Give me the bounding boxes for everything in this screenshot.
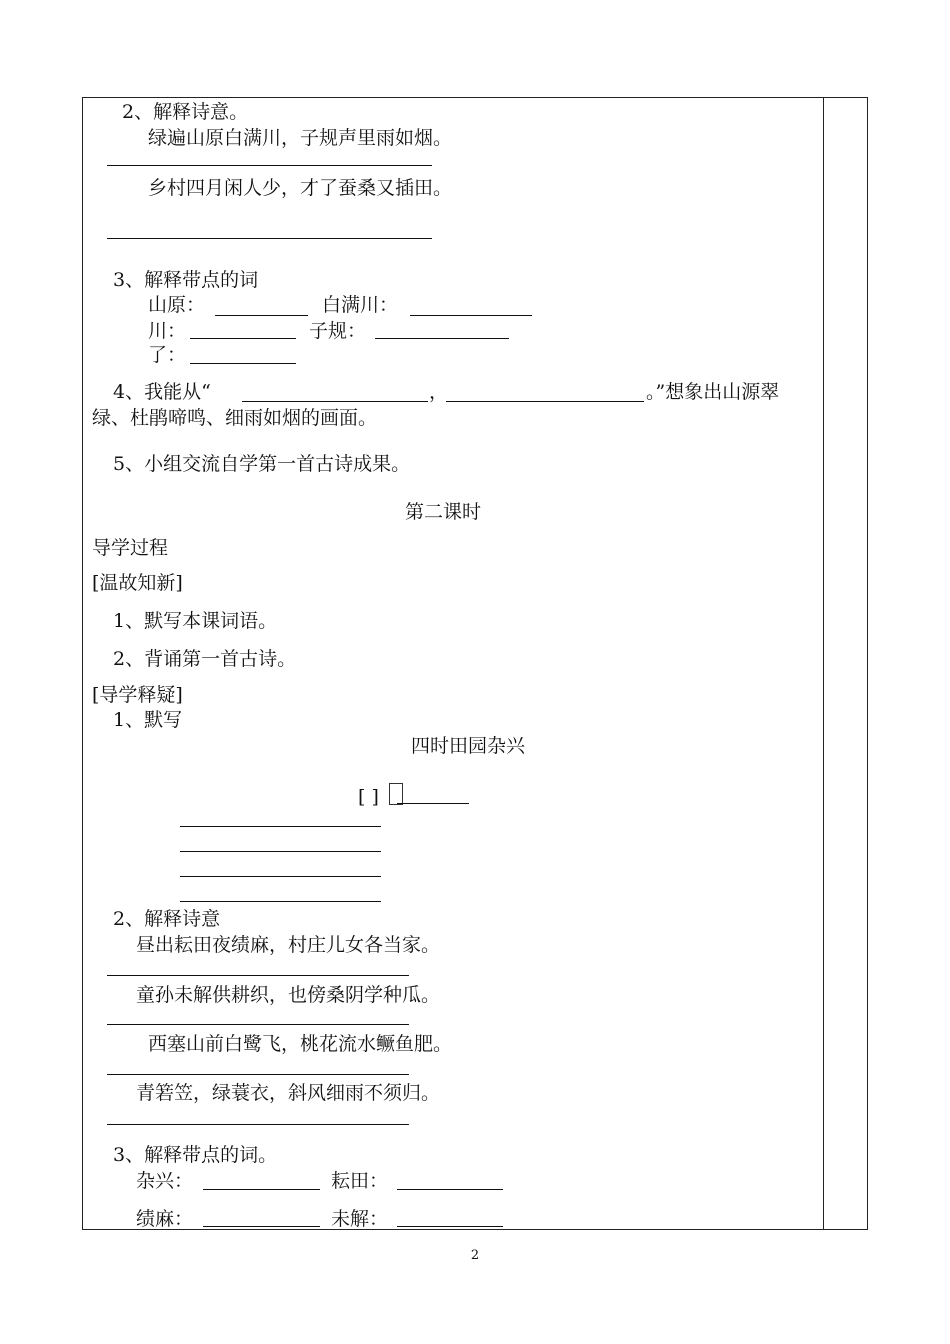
q2-poem-line1: 绿遍山原白满川，子规声里雨如烟。 [148, 127, 453, 149]
q5: 5、小组交流自学第一首古诗成果。 [113, 453, 411, 475]
answer-blank[interactable] [242, 401, 428, 402]
word-zaxing: 杂兴： [136, 1170, 194, 1192]
guide-heading: [导学释疑] [92, 684, 183, 706]
answer-blank[interactable] [190, 363, 296, 364]
word-jima: 绩麻： [136, 1208, 194, 1230]
table-column-divider [823, 97, 824, 1230]
answer-line[interactable] [107, 1024, 409, 1025]
answer-blank[interactable] [446, 401, 644, 402]
q4-line2: 绿、杜鹃啼鸣、细雨如烟的画面。 [92, 407, 378, 429]
poem-title: 四时田园杂兴 [411, 735, 526, 757]
q4-comma: ， [429, 381, 449, 403]
answer-blank[interactable] [215, 315, 308, 316]
word-shanyuan: 山原： [148, 294, 206, 316]
answer-blank[interactable] [203, 1226, 320, 1227]
poem-write-line[interactable] [180, 826, 381, 827]
word-yuntian: 耘田： [331, 1170, 389, 1192]
guide-item-3: 3、解释带点的词。 [113, 1144, 278, 1166]
answer-blank[interactable] [190, 338, 296, 339]
answer-line[interactable] [107, 238, 432, 239]
guide-item-2: 2、解释诗意 [113, 908, 221, 930]
answer-blank[interactable] [203, 1189, 320, 1190]
word-baimanchuan: 白满川： [322, 294, 399, 316]
q4-end: 。”想象出山源翠 [646, 381, 780, 403]
review-heading: [温故知新] [92, 572, 183, 594]
author-blank[interactable] [397, 803, 469, 804]
answer-line[interactable] [107, 975, 409, 976]
poem-line-3: 西塞山前白鹭飞，桃花流水鳜鱼肥。 [148, 1033, 453, 1055]
answer-blank[interactable] [375, 338, 509, 339]
poem-write-line[interactable] [180, 901, 381, 902]
poem-write-line[interactable] [180, 851, 381, 852]
word-zigui: 子规： [309, 320, 367, 342]
answer-blank[interactable] [397, 1189, 503, 1190]
answer-line[interactable] [107, 1074, 409, 1075]
word-weijie: 未解： [331, 1208, 389, 1230]
q3-title: 3、解释带点的词 [113, 269, 259, 291]
guide-item-1: 1、默写 [113, 709, 183, 731]
review-item-1: 1、默写本课词语。 [113, 610, 278, 632]
author-bracket: [ ] [358, 786, 379, 808]
poem-line-2: 童孙未解供耕织，也傍桑阴学种瓜。 [136, 984, 441, 1006]
poem-write-line[interactable] [180, 876, 381, 877]
process-heading: 导学过程 [92, 537, 169, 559]
review-item-2: 2、背诵第一首古诗。 [113, 648, 297, 670]
q2-title: 2、解释诗意。 [122, 101, 249, 123]
author-input-box[interactable] [389, 783, 403, 805]
poem-line-1: 昼出耘田夜绩麻，村庄儿女各当家。 [136, 934, 441, 956]
answer-line[interactable] [107, 165, 432, 166]
page-number: 2 [470, 1248, 480, 1263]
poem-line-4: 青箬笠，绿蓑衣，斜风细雨不须归。 [136, 1082, 441, 1104]
answer-blank[interactable] [410, 315, 532, 316]
word-chuan: 川： [148, 320, 187, 342]
q2-poem-line2: 乡村四月闲人少，才了蚕桑又插田。 [148, 177, 453, 199]
answer-line[interactable] [107, 1124, 409, 1125]
q4-start: 4、我能从“ [113, 381, 211, 403]
lesson-heading: 第二课时 [405, 501, 482, 523]
answer-blank[interactable] [397, 1226, 503, 1227]
word-le: 了： [148, 344, 187, 366]
